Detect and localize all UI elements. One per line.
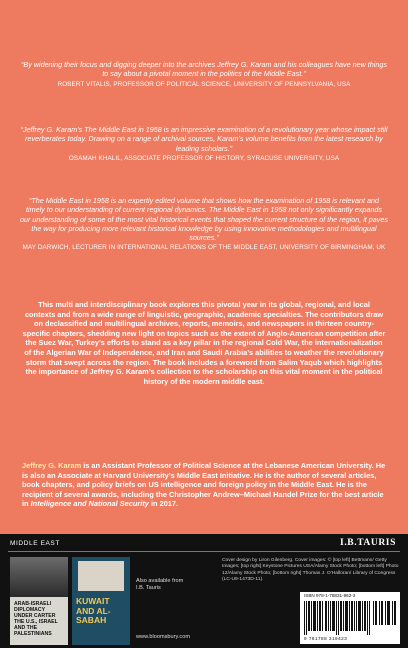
endorsement-attribution: ROBERT VITALIS, PROFESSOR OF POLITICAL SCIENCE, UNIVERSITY OF PENNSYLVANIA, USA (57, 80, 351, 88)
endorsement-quote: “Jeffrey G. Karam’s The Middle East in 1958 is an impressive examination of a revolutionary year whose impact still reverberates today. Drawing on a range of archival sources, Karam’s volume benefits from the latest research by leading scholars.” (20, 125, 388, 153)
isbn-label: ISBN 978-1-78831-962-3 (304, 593, 356, 598)
journal-title: Intelligence and National Security (30, 499, 149, 509)
endorsement-attribution: MAY DARWICH, LECTURER IN INTERNATIONAL RELATIONS OF THE MIDDLE EAST, UNIVERSITY OF BIRMINGHAM, UK (22, 244, 386, 252)
related-book-cover-2 (72, 557, 130, 645)
endorsement-3 (20, 196, 388, 253)
book-description: This multi and interdisciplinary book explores this pivotal year in its global, regional, and local contexts and from a wide range of linguistic, geographic, academic specialties. The contributors draw on declassified and multilingual archives, reports, memoirs, and newspapers in thirteen country-specific chapters, shedding new light on topics such as the extent of Anglo-American competition after the Suez War, Turkey’s efforts to stand as a key pillar in the regional Cold War, the internationalization of the Algerian War of Independence, and Iran and Saudi Arabia’s abilities to weather the revolutionary storm that swept across the region. The book includes a foreword from Salim Yaqub which highlights the importance of Jeffrey G. Karam’s collection to the scholarship on this vital moment in the political history of the modern middle east. (22, 300, 386, 386)
endorsement-1 (20, 60, 388, 89)
bio-text: is an Assistant Professor of Political Science at the Lebanese American University. He is also an Associate at Harvard University’s Middle East Initiative. He is the author of several articles, book chapters, and policy briefs on US intelligence and foreign policy in the Middle East. He is the recipient of several awards, including the Christopher Andrew–Michael Handel Prize for the best article in (22, 461, 386, 509)
barcode-addon-icon (373, 601, 396, 625)
endorsement-2 (20, 125, 388, 163)
cover-photo (78, 561, 124, 591)
barcode (300, 592, 400, 644)
series-label: MIDDLE EAST (10, 540, 60, 547)
barcode-bars-icon (304, 601, 370, 635)
related-book-cover-1 (10, 557, 68, 645)
cover-photo (10, 557, 68, 597)
endorsement-quote: “By widening their focus and digging deeper into the archives Jeffrey G. Karam and his colleagues have new things to say about a pivotal moment in the politics of the Middle East.” (21, 60, 387, 79)
also-available-text: Also available from I.B. Tauris (136, 578, 184, 591)
bio-text-end: in 2017. (148, 499, 179, 509)
isbn-digits: 9 781788 319423 (304, 636, 348, 641)
related-book-title: KUWAIT AND AL-SABAH (76, 596, 111, 625)
author-bio (22, 461, 386, 509)
cover-credits: Cover design by Liron Gilenberg. Cover images: © [top left] Bettmann/ Getty Images; [top right] Keystone Pictures USA/Alamy Stock Photo; [bottom left] Photo 12/Alamy Stock Photo; [bottom right] Thomas J. O’Halloran/ Library of Congress (LC-U9-1473D-11). (222, 558, 399, 583)
endorsement-quote: “The Middle East in 1958 is an expertly edited volume that shows how the examination of 1958 is relevant and timely to our understanding of current regional dynamics. The Middle East in 1958 not only significantly expands our understanding of some of the most vital historical events that shaped the current structure of the region, it paves the way for producing more relevant historical knowledge by using innovative methodologies and multilingual sources.” (20, 196, 388, 243)
publisher-logo: I.B.TAURIS (340, 538, 396, 548)
footer-divider (8, 551, 400, 552)
website-url: www.bloomsbury.com (136, 634, 190, 640)
related-book-title: ARAB-ISRAELI DIPLOMACY UNDER CARTER THE U.S., ISRAEL AND THE PALESTINIANS (14, 601, 58, 637)
endorsement-attribution: OSAMAH KHALIL, ASSOCIATE PROFESSOR OF HISTORY, SYRACUSE UNIVERSITY, USA (68, 154, 340, 162)
author-name: Jeffrey G. Karam (22, 461, 82, 470)
